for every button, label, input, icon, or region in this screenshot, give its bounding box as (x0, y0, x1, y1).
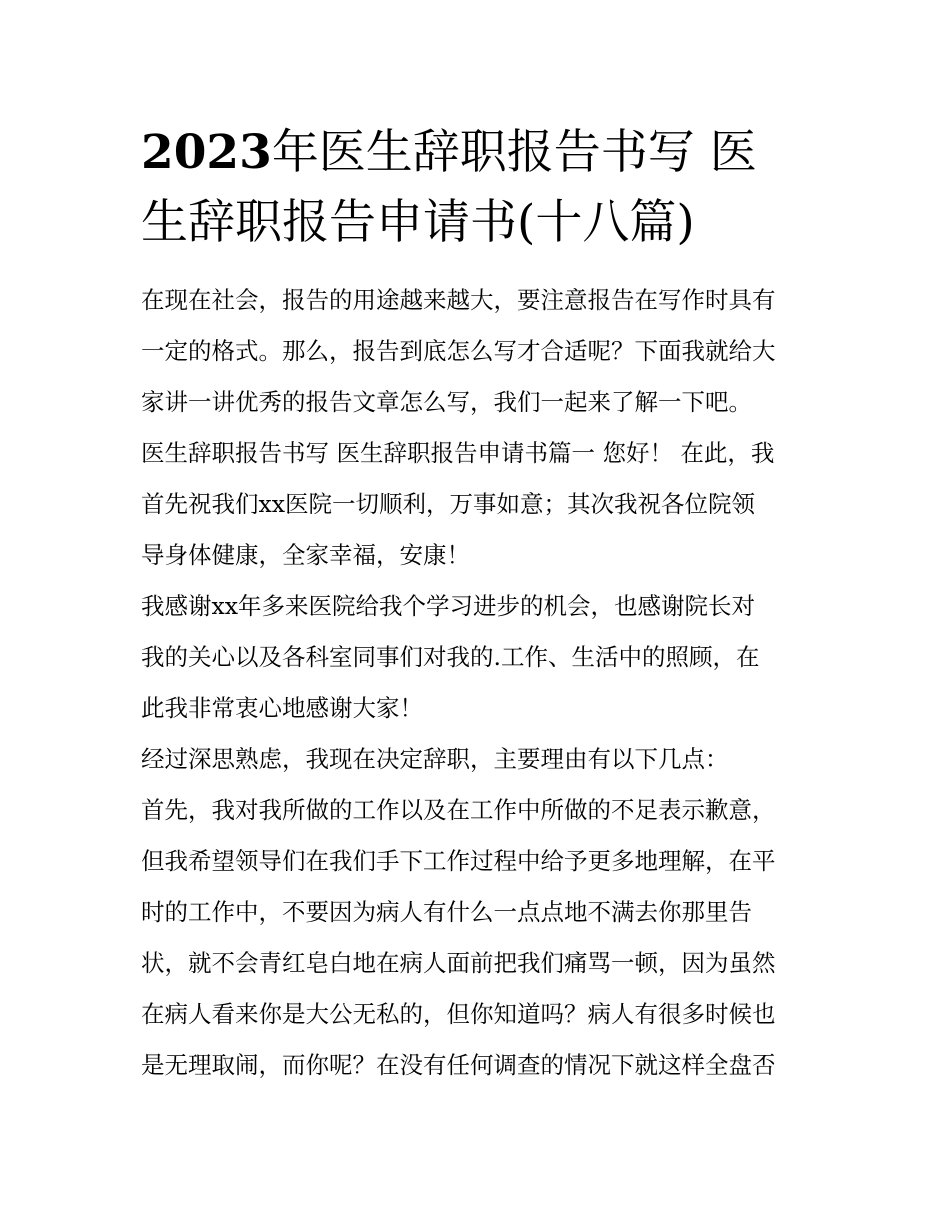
body-line: 导身体健康，全家幸福，安康！ (141, 541, 470, 569)
body-line: 在现在社会，报告的用途越来越大，要注意报告在写作时具有 (141, 286, 776, 314)
body-line: 是无理取闹，而你呢？在没有任何调查的情况下就这样全盘否 (141, 1051, 776, 1079)
title-line-1: 年医生辞职报告书写 医 (271, 125, 757, 180)
body-line: 但我希望领导们在我们手下工作过程中给予更多地理解，在平 (141, 847, 776, 875)
body-line: 一定的格式。那么，报告到底怎么写才合适呢？下面我就给大 (141, 337, 776, 365)
body-line: 在病人看来你是大公无私的，但你知道吗？病人有很多时候也 (141, 1000, 776, 1028)
body-line: 我的关心以及各科室同事们对我的.工作、生活中的照顾，在 (141, 643, 760, 671)
title-line-2: 生辞职报告申请书(十八篇) (141, 195, 695, 250)
body-line: 此我非常衷心地感谢大家！ (141, 694, 423, 722)
body-line: 时的工作中，不要因为病人有什么一点点地不满去你那里告 (141, 898, 752, 926)
title-year: 2023 (141, 125, 272, 180)
body-line: 我感谢xx年多来医院给我个学习进步的机会，也感谢院长对 (141, 592, 756, 620)
body-line: 首先祝我们xx医院一切顺利，万事如意；其次我祝各位院领 (141, 490, 756, 518)
body-line: 首先，我对我所做的工作以及在工作中所做的不足表示歉意， (141, 796, 776, 824)
body-line: 家讲一讲优秀的报告文章怎么写，我们一起来了解一下吧。 (141, 388, 752, 416)
body-line: 状，就不会青红皂白地在病人面前把我们痛骂一顿，因为虽然 (141, 949, 776, 977)
document-title (141, 118, 831, 258)
body-line: 经过深思熟虑，我现在决定辞职，主要理由有以下几点： (141, 745, 729, 773)
body-line: 医生辞职报告书写 医生辞职报告申请书篇一 您好！ 在此，我 (141, 439, 775, 467)
